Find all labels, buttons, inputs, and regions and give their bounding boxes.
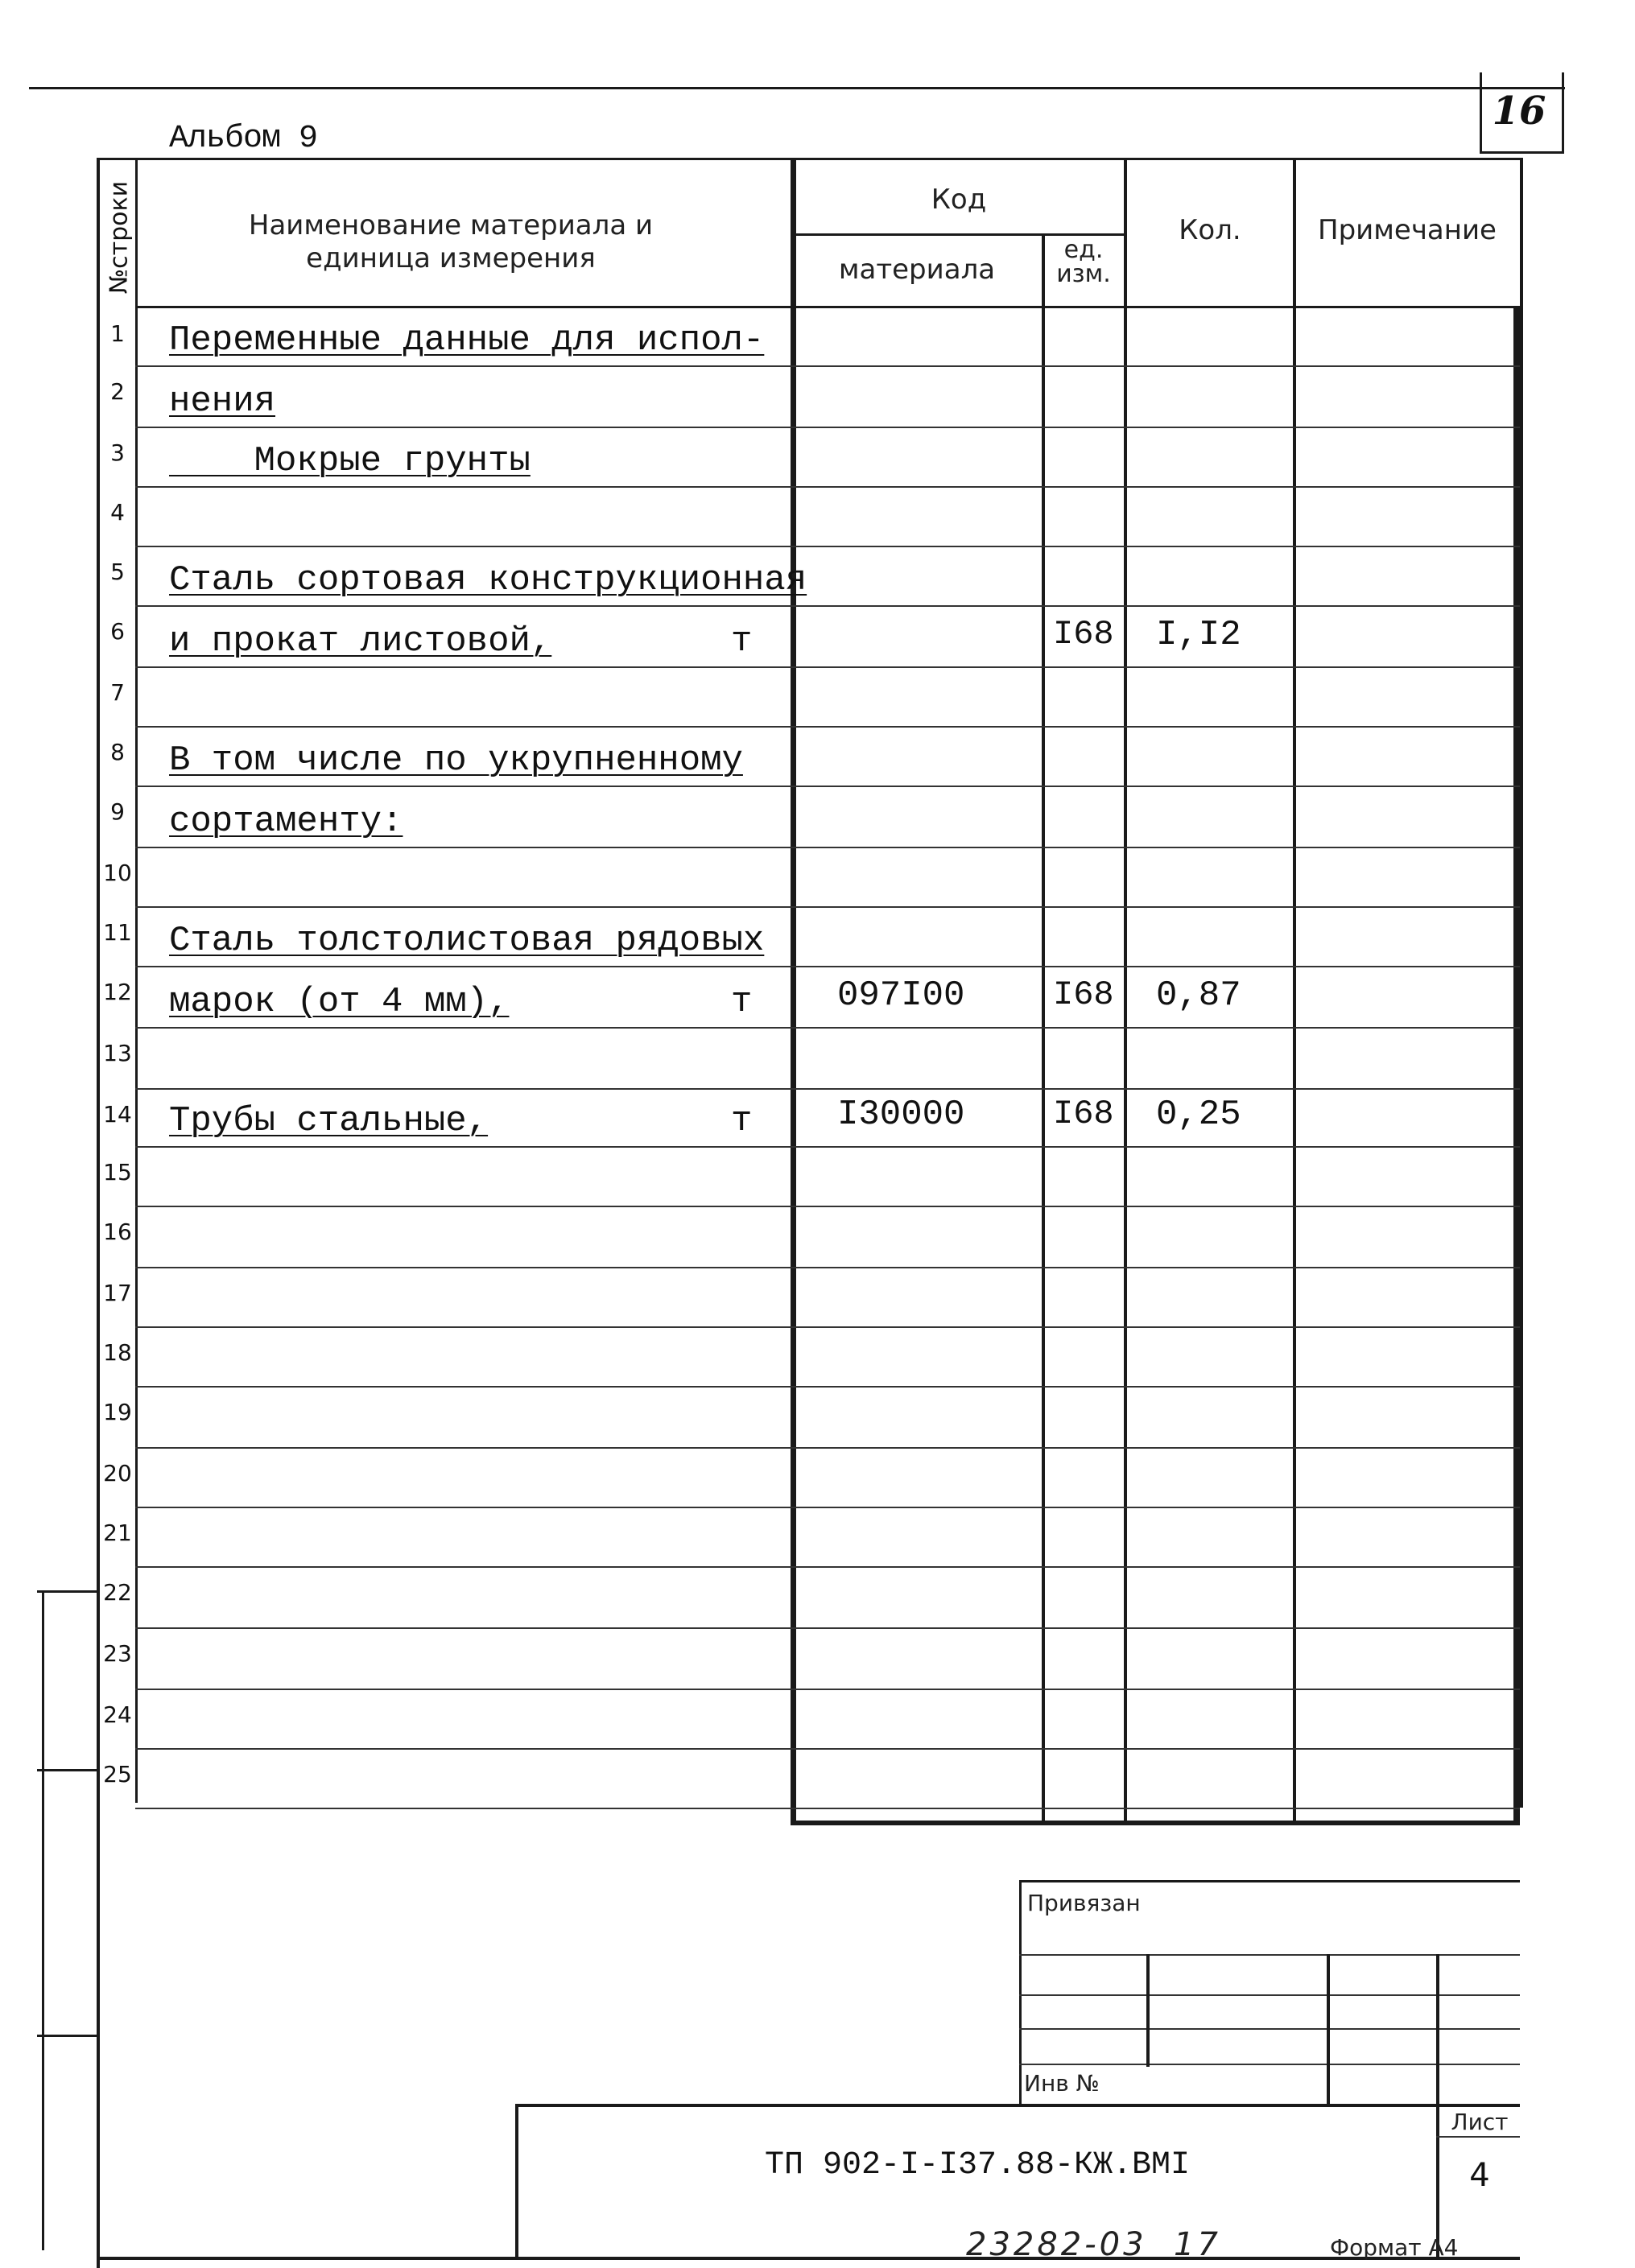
binding-line-mid (37, 1769, 98, 1771)
sheet-label: Лист (1451, 2109, 1509, 2135)
row-material-name: Сталь сортовая конструкционная (169, 560, 807, 600)
frame-left-line (97, 159, 100, 2268)
row-number: 20 (103, 1460, 132, 1487)
row-number: 3 (110, 439, 125, 466)
sheet-number: 4 (1469, 2157, 1490, 2194)
row-quantity: 0,25 (1156, 1095, 1241, 1135)
row-separator (135, 666, 1520, 668)
row-separator (135, 427, 1520, 428)
row-separator (135, 1566, 1520, 1568)
row-number: 2 (110, 378, 125, 405)
row-unit-code: I68 (1053, 615, 1114, 654)
header-name: Наименование материала и единица измерения (248, 209, 654, 274)
row-quantity: 0,87 (1156, 975, 1241, 1016)
stamp-row-line-4 (1019, 2064, 1520, 2065)
binding-vertical (42, 1590, 44, 2250)
row-separator (135, 1507, 1520, 1508)
row-number: 9 (110, 798, 125, 825)
header-unit: ед. изм. (1056, 236, 1111, 288)
album-label: Альбом 9 (169, 121, 318, 157)
title-block-bottom (97, 2257, 1520, 2260)
rownum-column-line (135, 159, 138, 1803)
row-number: 11 (103, 919, 132, 946)
row-number: 22 (103, 1579, 132, 1606)
row-separator (135, 847, 1520, 848)
header-note: Примечание (1318, 214, 1497, 246)
row-separator (135, 486, 1520, 488)
stamp-bound-label: Привязан (1027, 1890, 1141, 1916)
row-separator (135, 966, 1520, 967)
row-number: 15 (103, 1159, 132, 1186)
row-number: 16 (103, 1219, 132, 1245)
col-line-right-thick (1513, 306, 1520, 1824)
row-separator (135, 1206, 1520, 1207)
row-material-name: Мокрые грунты (169, 441, 531, 481)
row-material-code: I30000 (837, 1095, 965, 1135)
row-number: 23 (103, 1640, 132, 1667)
row-material-name: В том числе по укрупненному (169, 740, 743, 781)
col-line-note (1293, 158, 1296, 1824)
row-separator (135, 1386, 1520, 1388)
row-separator (135, 1326, 1520, 1328)
row-material-name: сортаменту: (169, 802, 403, 842)
table-bottom-thick (791, 1821, 1520, 1825)
row-number: 14 (103, 1101, 132, 1128)
row-material-name: Сталь толстолистовая рядовых (169, 921, 765, 961)
stamp-row-line-1 (1019, 1954, 1520, 1956)
page-number-box-left (1480, 72, 1482, 153)
stamp-vert-1 (1146, 1954, 1150, 2067)
row-separator (135, 1808, 1520, 1809)
row-separator (135, 605, 1520, 607)
col-line-code (791, 158, 796, 1824)
archive-number: 23282-03 17 (966, 2226, 1221, 2263)
title-block-top (515, 2104, 1520, 2107)
row-material-name: и прокат листовой, (169, 621, 552, 662)
format-label: Формат А4 (1330, 2234, 1459, 2261)
row-number: 19 (103, 1399, 132, 1425)
row-number: 17 (103, 1280, 132, 1306)
row-number: 4 (110, 499, 125, 526)
binding-line-low (37, 2035, 98, 2037)
row-separator (135, 786, 1520, 787)
row-separator (135, 1748, 1520, 1750)
stamp-bound-left (1019, 1880, 1022, 2105)
header-top-line (97, 158, 1521, 160)
row-unit-suffix: т (731, 982, 753, 1022)
row-separator (135, 365, 1520, 367)
stamp-row-line-2 (1019, 1994, 1520, 1996)
row-number: 1 (110, 320, 125, 347)
row-material-name: марок (от 4 мм), (169, 982, 510, 1022)
stamp-row-line-3 (1019, 2028, 1520, 2030)
row-separator (135, 1447, 1520, 1449)
stamp-vert-2 (1327, 1954, 1330, 2105)
binding-line-top (37, 1590, 98, 1593)
row-number: 7 (110, 679, 125, 706)
col-line-unit (1042, 233, 1045, 1824)
row-material-name: нения (169, 381, 276, 422)
row-unit-suffix: т (731, 621, 753, 662)
row-number: 12 (103, 979, 132, 1005)
row-number: 6 (110, 618, 125, 645)
row-separator (135, 1689, 1520, 1690)
row-separator (135, 1088, 1520, 1090)
stamp-inv-label: Инв № (1024, 2070, 1100, 2097)
row-separator (135, 1146, 1520, 1148)
row-separator (135, 546, 1520, 547)
row-material-code: 097I00 (837, 975, 965, 1016)
row-number: 5 (110, 559, 125, 585)
row-separator (135, 1267, 1520, 1268)
row-material-name: Переменные данные для испол- (169, 320, 765, 361)
stamp-bound-top (1019, 1880, 1520, 1882)
header-code-divider (794, 233, 1125, 236)
stamp-vert-3 (1436, 1954, 1439, 2260)
row-quantity: I,I2 (1156, 615, 1241, 655)
document-code: ТП 902-I-I37.88-КЖ.ВМI (764, 2147, 1191, 2183)
row-separator (135, 906, 1520, 908)
row-separator (135, 1027, 1520, 1029)
col-line-qty (1124, 158, 1127, 1824)
row-separator (135, 726, 1520, 728)
page-number-box-bottom (1480, 151, 1564, 154)
row-material-name: Трубы стальные, (169, 1101, 489, 1141)
row-number: 21 (103, 1520, 132, 1546)
header-material: материала (838, 254, 996, 286)
page-number: 16 (1492, 89, 1546, 134)
header-qty: Кол. (1179, 214, 1241, 246)
row-number: 8 (110, 739, 125, 765)
page-number-box-right (1562, 72, 1564, 153)
row-unit-code: I68 (1053, 975, 1114, 1014)
header-bottom-line (135, 306, 1521, 308)
header-row-no: №строки (105, 180, 134, 295)
header-code: Код (931, 184, 987, 216)
sheet-label-divider (1436, 2136, 1520, 2138)
row-number: 24 (103, 1701, 132, 1728)
row-unit-suffix: т (731, 1101, 753, 1141)
row-number: 25 (103, 1761, 132, 1788)
row-separator (135, 1627, 1520, 1629)
row-number: 18 (103, 1339, 132, 1366)
frame-right-line (1520, 158, 1523, 1808)
row-number: 13 (103, 1040, 132, 1066)
row-unit-code: I68 (1053, 1095, 1114, 1133)
top-frame-line (29, 87, 1565, 89)
row-number: 10 (103, 860, 132, 886)
